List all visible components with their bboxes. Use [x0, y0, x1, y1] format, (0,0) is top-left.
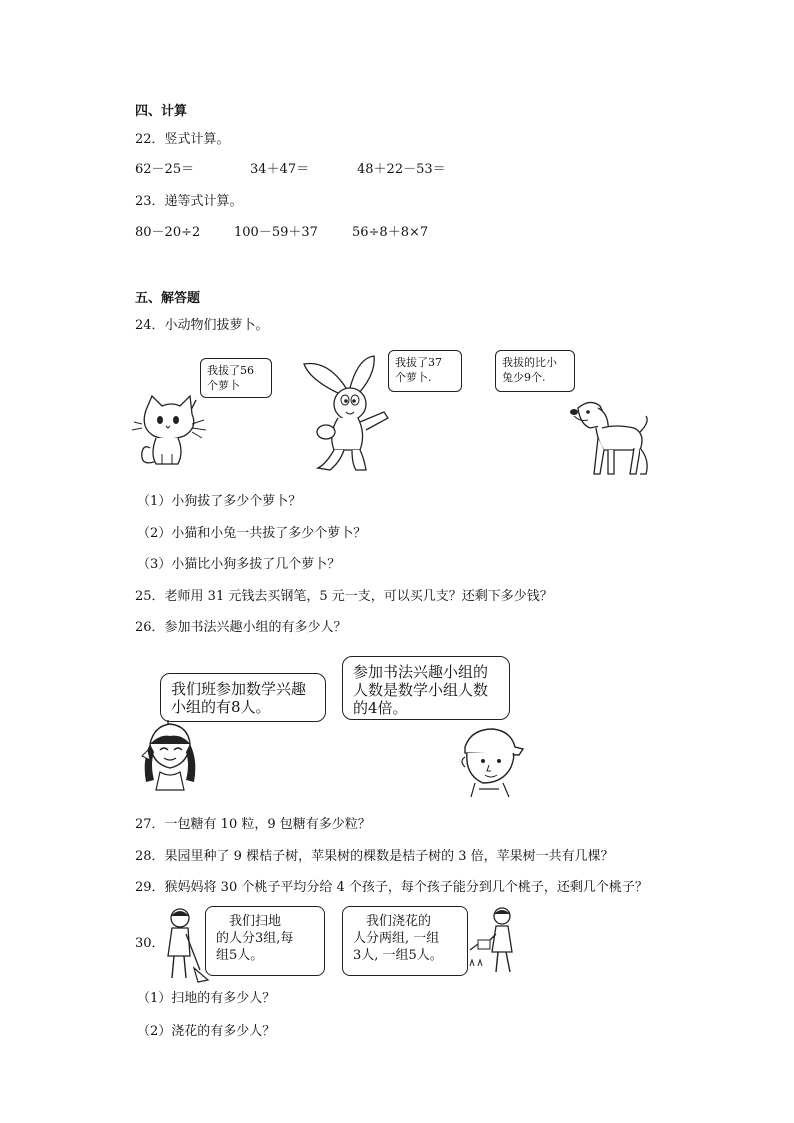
q24-sub-3: （3）小猫比小狗多拔了几个萝卜？ — [137, 557, 341, 572]
q30-label: 30． — [135, 936, 165, 951]
rabbit-speech-bubble: 我拔了37 个萝卜. — [388, 350, 462, 392]
q30-sub-1: （1）扫地的有多少人？ — [137, 991, 276, 1006]
watering-child-illustration — [466, 904, 526, 978]
section5-title: 五、解答题 — [135, 291, 201, 306]
q24-sub-2: （2）小猫和小兔一共拔了多少个萝卜？ — [137, 526, 367, 541]
q22-item-1: 62－25＝ — [135, 162, 195, 177]
q23-item-3: 56÷8＋8×7 — [352, 225, 429, 240]
q22-label: 22．竖式计算。 — [135, 132, 230, 147]
girl-illustration — [140, 720, 200, 792]
q23-item-1: 80－20÷2 — [135, 225, 201, 240]
q27-text: 27．一包糖有 10 粒，9 包糖有多少粒？ — [135, 817, 371, 832]
sweep-speech-bubble: 我们扫地 的人分3组,每 组5人。 — [205, 906, 325, 976]
q25-text: 25．老师用 31 元钱去买钢笔，5 元一支，可以买几支？还剩下多少钱？ — [135, 589, 553, 604]
q30-sub-2: （2）浇花的有多少人？ — [137, 1024, 276, 1039]
boy-illustration — [457, 727, 527, 799]
cat-illustration — [132, 392, 212, 472]
q29-text: 29．猴妈妈将 30 个桃子平均分给 4 个孩子，每个孩子能分到几个桃子，还剩几个桃子？ — [135, 880, 648, 895]
water-speech-bubble: 我们浇花的 人分两组, 一组 3人, 一组5人。 — [342, 906, 468, 976]
cat-speech-bubble: 我拔了56 个萝卜 — [200, 358, 272, 398]
q24-label: 24．小动物们拔萝卜。 — [135, 318, 269, 333]
boy-speech-bubble: 参加书法兴趣小组的 人数是数学小组人数 的4倍。 — [342, 656, 510, 720]
q22-item-2: 34＋47＝ — [250, 162, 310, 177]
dog-speech-bubble: 我拔的比小 兔少9个. — [495, 350, 575, 392]
q28-text: 28．果园里种了 9 棵桔子树，苹果树的棵数是桔子树的 3 倍，苹果树一共有几棵？ — [135, 849, 614, 864]
q24-sub-1: （1）小狗拔了多少个萝卜？ — [137, 494, 302, 509]
rabbit-illustration — [300, 354, 395, 474]
section4-title: 四、计算 — [135, 104, 188, 119]
girl-speech-bubble: 我们班参加数学兴趣 小组的有8人。 — [160, 673, 326, 722]
dog-illustration — [560, 398, 655, 480]
q23-label: 23．递等式计算。 — [135, 194, 243, 209]
q26-label: 26．参加书法兴趣小组的有多少人？ — [135, 620, 347, 635]
q23-item-2: 100－59＋37 — [234, 225, 318, 240]
q22-item-3: 48＋22－53＝ — [357, 162, 446, 177]
